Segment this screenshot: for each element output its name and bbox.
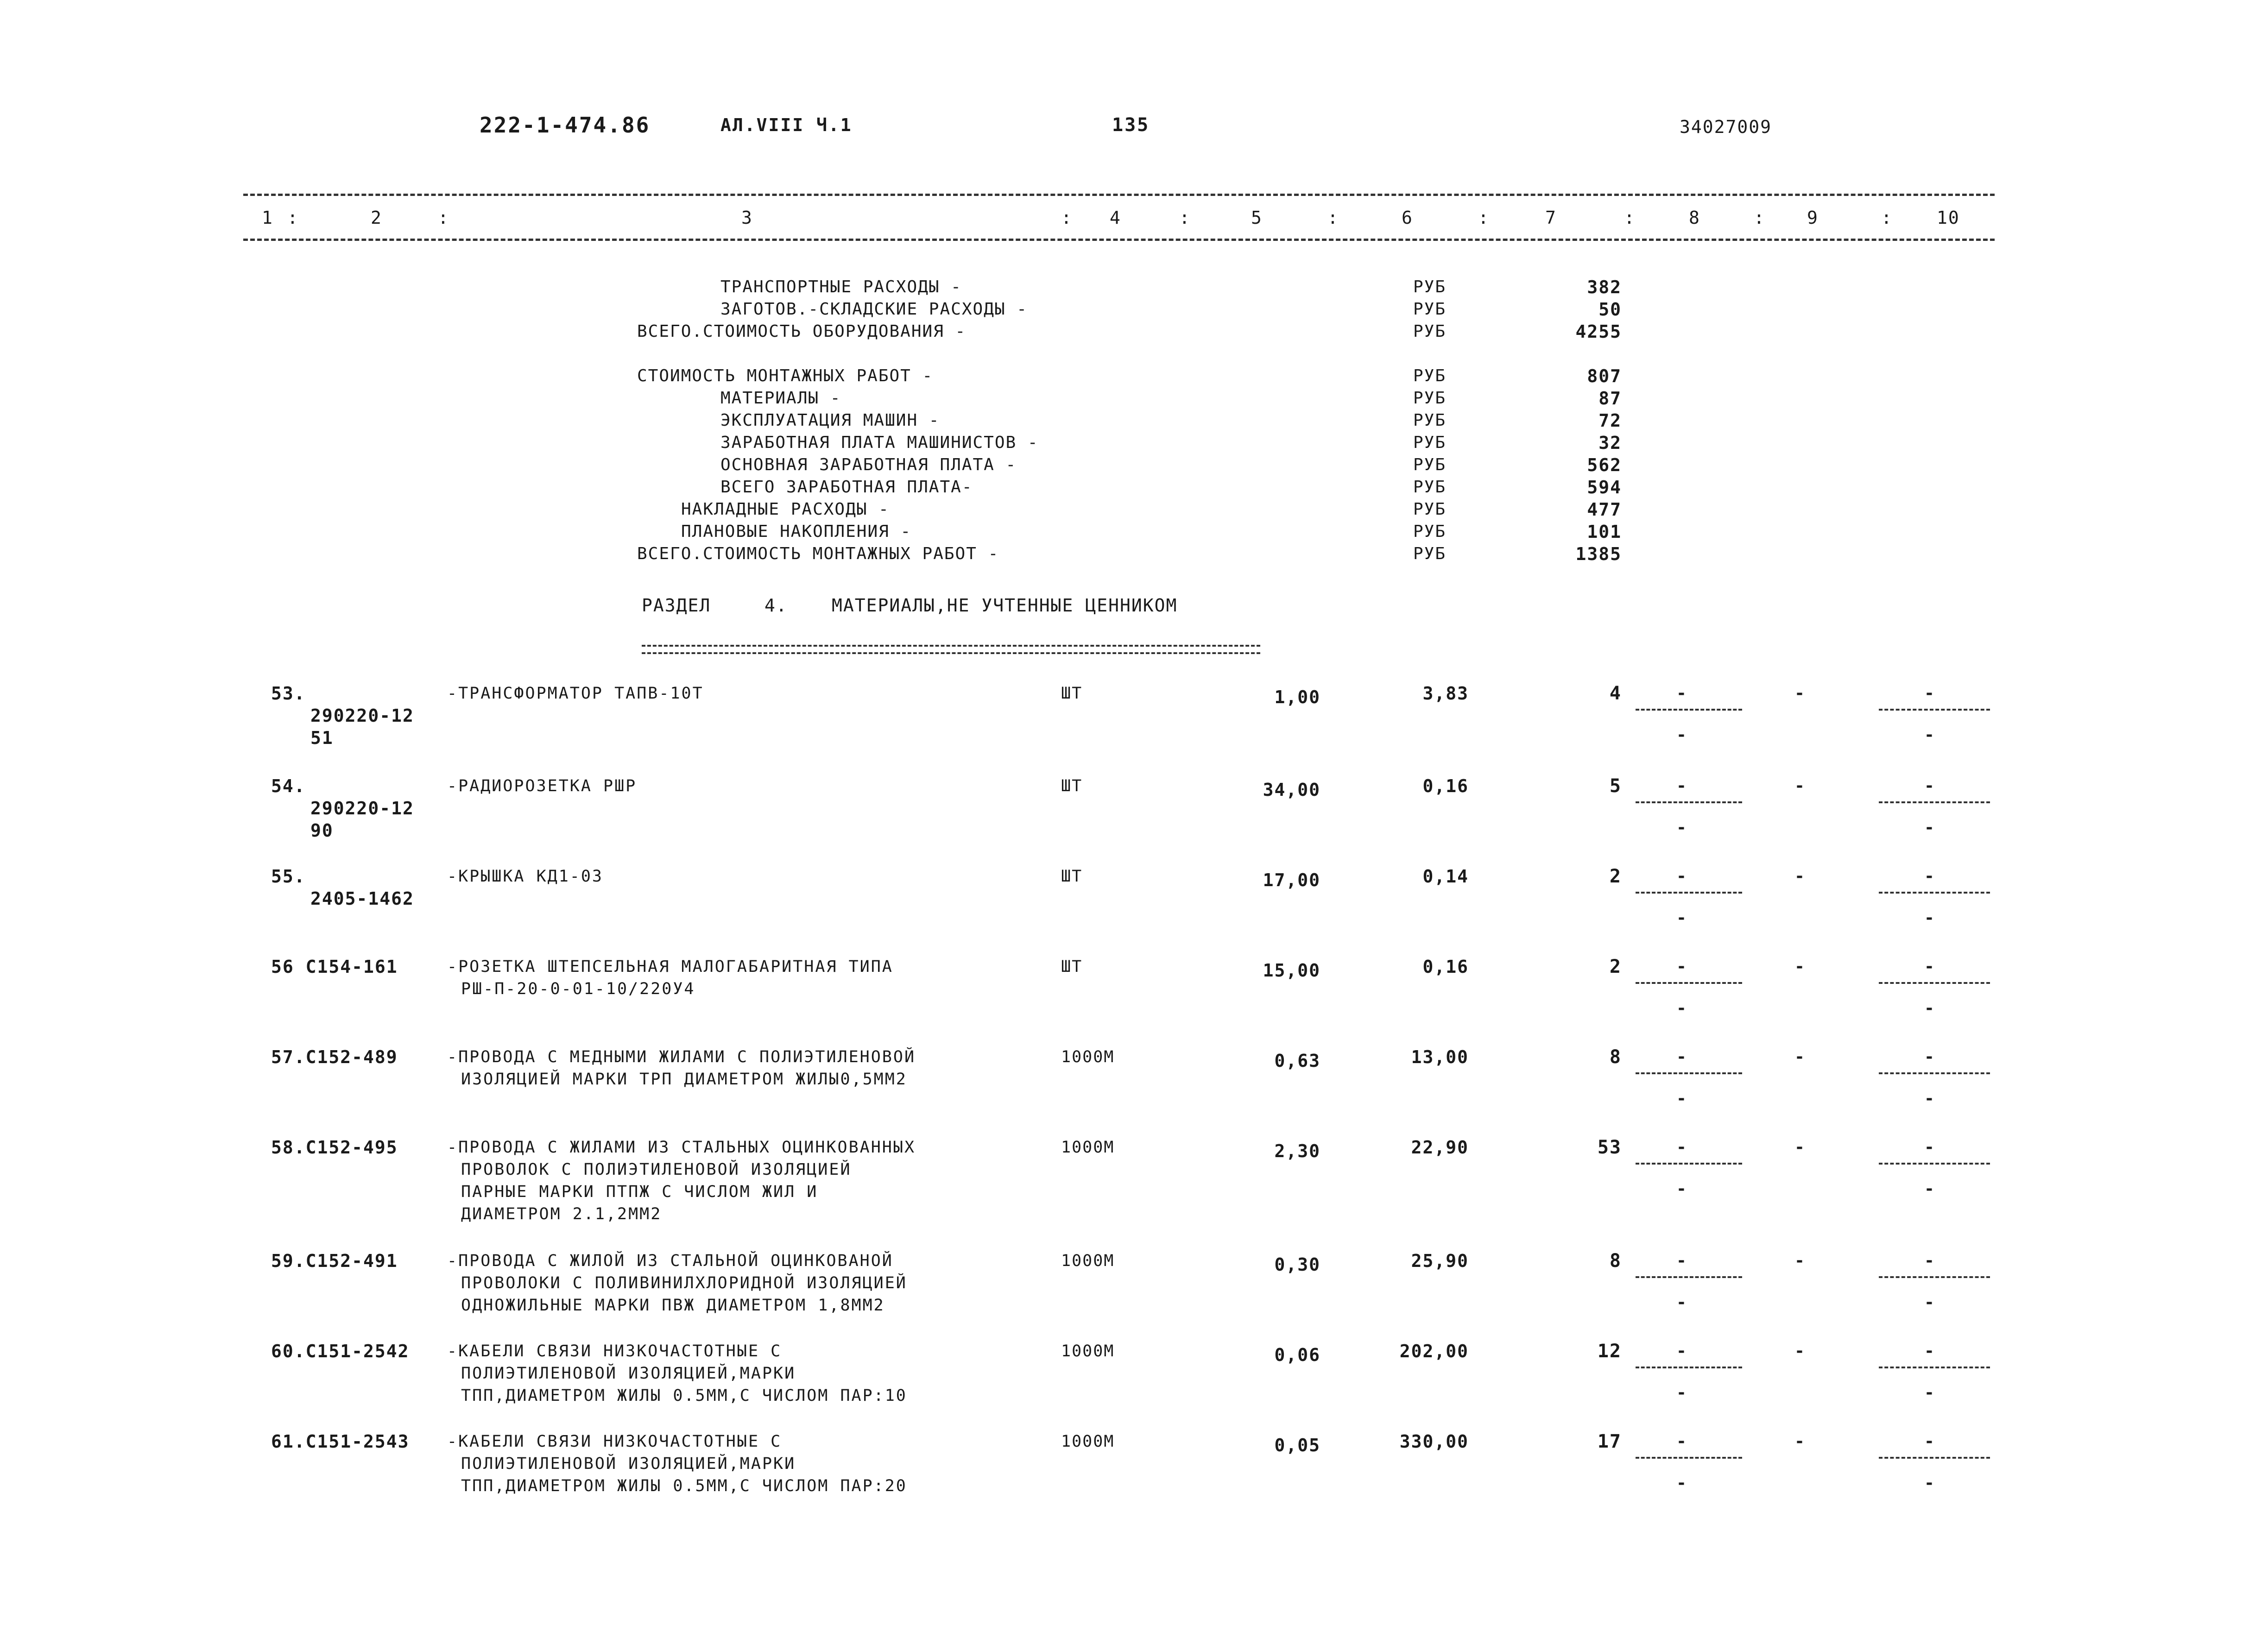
row-quantity: 0,63 xyxy=(1274,1051,1320,1071)
summary-value: 72 xyxy=(1598,410,1622,431)
col10-dash-bottom: - xyxy=(1924,908,1935,927)
col8-dash-bottom: - xyxy=(1676,818,1687,837)
summary-unit: РУБ xyxy=(1413,544,1447,563)
row-unit: 1000М xyxy=(1061,1048,1115,1066)
row-description: -РАДИОРОЗЕТКА РШР xyxy=(447,777,637,795)
col9-dash: - xyxy=(1794,684,1806,703)
row-unit: 1000М xyxy=(1061,1432,1115,1451)
summary-unit: РУБ xyxy=(1413,433,1447,452)
col10-dash-top: - xyxy=(1924,957,1935,976)
col10-dash-top: - xyxy=(1924,684,1935,703)
row-description: ИЗОЛЯЦИЕЙ МАРКИ ТРП ДИАМЕТРОМ ЖИЛЫ0,5ММ2 xyxy=(461,1070,907,1089)
section-label: РАЗДЕЛ xyxy=(642,595,711,616)
row-description: ПОЛИЭТИЛЕНОВОЙ ИЗОЛЯЦИЕЙ,МАРКИ xyxy=(461,1455,796,1473)
header-top-rule xyxy=(243,194,1995,196)
col10-dash-bottom: - xyxy=(1924,1383,1935,1402)
col10-dash-bottom: - xyxy=(1924,818,1935,837)
row-code: 53. xyxy=(271,683,306,704)
summary-unit: РУБ xyxy=(1413,300,1447,319)
col9-dash: - xyxy=(1794,1432,1806,1451)
summary-value: 562 xyxy=(1587,455,1622,475)
doc-code: 222-1-474.86 xyxy=(480,113,651,138)
row-unit: ШТ xyxy=(1061,957,1083,976)
col9-dash: - xyxy=(1794,867,1806,886)
row-code: 90 xyxy=(310,820,334,841)
row-description: -РОЗЕТКА ШТЕПСЕЛЬНАЯ МАЛОГАБАРИТНАЯ ТИПА xyxy=(447,957,893,976)
col8-dash-bottom: - xyxy=(1676,1089,1687,1108)
column-separator: : xyxy=(438,208,449,228)
row-unit-price: 13,00 xyxy=(1411,1047,1469,1067)
row-unit-price: 202,00 xyxy=(1399,1341,1469,1361)
col10-dash-top: - xyxy=(1924,1432,1935,1451)
col8-rule xyxy=(1636,1276,1742,1278)
column-separator: : xyxy=(1179,208,1191,228)
column-header-10: 10 xyxy=(1937,208,1960,228)
row-code: 290220-12 xyxy=(310,705,414,726)
column-separator: : xyxy=(1061,208,1073,228)
row-total: 5 xyxy=(1609,775,1622,797)
summary-unit: РУБ xyxy=(1413,322,1447,341)
col10-rule xyxy=(1879,982,1990,984)
col10-rule xyxy=(1879,1367,1990,1368)
row-description: ПРОВОЛОК С ПОЛИЭТИЛЕНОВОЙ ИЗОЛЯЦИЕЙ xyxy=(461,1160,852,1179)
column-header-5: 5 xyxy=(1251,208,1263,228)
row-description: РШ-П-20-0-01-10/220У4 xyxy=(461,980,695,998)
row-code: 2405-1462 xyxy=(310,888,414,909)
summary-value: 4255 xyxy=(1575,321,1622,342)
summary-value: 477 xyxy=(1587,499,1622,520)
col8-dash-bottom: - xyxy=(1676,999,1687,1018)
summary-unit: РУБ xyxy=(1413,500,1447,519)
col9-dash: - xyxy=(1794,1047,1806,1066)
summary-value: 101 xyxy=(1587,522,1622,542)
col10-dash-bottom: - xyxy=(1924,1293,1935,1312)
col8-dash-top: - xyxy=(1676,1432,1687,1451)
row-total: 4 xyxy=(1609,683,1622,704)
col8-dash-bottom: - xyxy=(1676,908,1687,927)
summary-unit: РУБ xyxy=(1413,522,1447,541)
row-unit-price: 0,14 xyxy=(1422,866,1469,887)
summary-label: ЭКСПЛУАТАЦИЯ МАШИН - xyxy=(720,411,940,430)
col8-rule xyxy=(1636,1072,1742,1074)
row-unit: 1000М xyxy=(1061,1342,1115,1360)
column-separator: : xyxy=(1327,208,1339,228)
summary-value: 87 xyxy=(1598,388,1622,409)
row-code: 59.С152-491 xyxy=(271,1251,398,1271)
summary-label: МАТЕРИАЛЫ - xyxy=(720,389,841,408)
row-description: -КАБЕЛИ СВЯЗИ НИЗКОЧАСТОТНЫЕ С xyxy=(447,1432,782,1451)
col8-rule xyxy=(1636,892,1742,894)
row-unit-price: 22,90 xyxy=(1411,1137,1469,1158)
col10-rule xyxy=(1879,801,1990,803)
summary-label: ВСЕГО.СТОИМОСТЬ ОБОРУДОВАНИЯ - xyxy=(637,322,967,341)
col8-dash-bottom: - xyxy=(1676,1179,1687,1198)
col8-dash-top: - xyxy=(1676,957,1687,976)
row-description: -КРЫШКА КД1-03 xyxy=(447,867,604,886)
col10-dash-bottom: - xyxy=(1924,999,1935,1018)
row-code: 51 xyxy=(310,728,334,748)
summary-label: ЗАГОТОВ.-СКЛАДСКИЕ РАСХОДЫ - xyxy=(720,300,1028,319)
col8-dash-top: - xyxy=(1676,1251,1687,1270)
col10-rule xyxy=(1879,1457,1990,1459)
row-total: 2 xyxy=(1609,866,1622,887)
header-bottom-rule xyxy=(243,239,1995,241)
col8-rule xyxy=(1636,1457,1742,1459)
row-quantity: 0,06 xyxy=(1274,1345,1320,1365)
summary-label: НАКЛАДНЫЕ РАСХОДЫ - xyxy=(681,500,890,519)
row-quantity: 0,30 xyxy=(1274,1254,1320,1275)
col10-rule xyxy=(1879,1163,1990,1165)
col10-dash-top: - xyxy=(1924,1342,1935,1360)
summary-value: 1385 xyxy=(1575,544,1622,564)
row-quantity: 2,30 xyxy=(1274,1141,1320,1161)
summary-unit: РУБ xyxy=(1413,277,1447,296)
summary-label: ПЛАНОВЫЕ НАКОПЛЕНИЯ - xyxy=(681,522,912,541)
album-label: АЛ.VIII Ч.1 xyxy=(720,115,853,135)
summary-unit: РУБ xyxy=(1413,389,1447,408)
row-unit: ШТ xyxy=(1061,684,1083,703)
col10-dash-bottom: - xyxy=(1924,725,1935,744)
column-separator: : xyxy=(1624,208,1636,228)
summary-value: 594 xyxy=(1587,477,1622,498)
col8-rule xyxy=(1636,709,1742,711)
row-quantity: 34,00 xyxy=(1263,780,1320,800)
col10-rule xyxy=(1879,1276,1990,1278)
row-total: 12 xyxy=(1597,1341,1622,1362)
column-separator: : xyxy=(1478,208,1490,228)
col10-dash-top: - xyxy=(1924,1251,1935,1270)
row-description: ПРОВОЛОКИ С ПОЛИВИНИЛХЛОРИДНОЙ ИЗОЛЯЦИЕЙ xyxy=(461,1274,907,1292)
row-code: 60.С151-2542 xyxy=(271,1341,410,1361)
column-header-7: 7 xyxy=(1545,208,1557,228)
col10-rule xyxy=(1879,709,1990,711)
col8-dash-top: - xyxy=(1676,1138,1687,1157)
row-unit: ШТ xyxy=(1061,867,1083,886)
summary-label: ОСНОВНАЯ ЗАРАБОТНАЯ ПЛАТА - xyxy=(720,455,1017,474)
summary-label: ВСЕГО ЗАРАБОТНАЯ ПЛАТА- xyxy=(720,478,973,497)
column-separator: : xyxy=(1881,208,1893,228)
col10-dash-top: - xyxy=(1924,776,1935,795)
col9-dash: - xyxy=(1794,1342,1806,1360)
summary-label: ТРАНСПОРТНЫЕ РАСХОДЫ - xyxy=(720,277,962,296)
column-header-2: 2 xyxy=(371,208,382,228)
row-code: 58.С152-495 xyxy=(271,1137,398,1158)
summary-unit: РУБ xyxy=(1413,411,1447,430)
col8-dash-bottom: - xyxy=(1676,1383,1687,1402)
row-description: ПАРНЫЕ МАРКИ ПТПЖ С ЧИСЛОМ ЖИЛ И xyxy=(461,1183,818,1201)
row-description: ТПП,ДИАМЕТРОМ ЖИЛЫ 0.5ММ,С ЧИСЛОМ ПАР:20 xyxy=(461,1477,907,1495)
col9-dash: - xyxy=(1794,957,1806,976)
row-description: ТПП,ДИАМЕТРОМ ЖИЛЫ 0.5ММ,С ЧИСЛОМ ПАР:10 xyxy=(461,1386,907,1405)
page-number: 135 xyxy=(1112,114,1150,136)
col9-dash: - xyxy=(1794,1138,1806,1157)
col10-dash-bottom: - xyxy=(1924,1089,1935,1108)
summary-unit: РУБ xyxy=(1413,478,1447,497)
col8-dash-top: - xyxy=(1676,684,1687,703)
row-unit-price: 3,83 xyxy=(1422,683,1469,704)
row-quantity: 17,00 xyxy=(1263,870,1320,890)
row-unit-price: 0,16 xyxy=(1422,776,1469,796)
summary-label: ЗАРАБОТНАЯ ПЛАТА МАШИНИСТОВ - xyxy=(720,433,1039,452)
col8-rule xyxy=(1636,801,1742,803)
col8-rule xyxy=(1636,1163,1742,1165)
row-total: 17 xyxy=(1597,1431,1622,1452)
col8-dash-top: - xyxy=(1676,867,1687,886)
summary-label: СТОИМОСТЬ МОНТАЖНЫХ РАБОТ - xyxy=(637,366,934,385)
row-code: 61.С151-2543 xyxy=(271,1431,410,1452)
summary-unit: РУБ xyxy=(1413,455,1447,474)
row-description: ПОЛИЭТИЛЕНОВОЙ ИЗОЛЯЦИЕЙ,МАРКИ xyxy=(461,1364,796,1383)
row-description: -ПРОВОДА С ЖИЛОЙ ИЗ СТАЛЬНОЙ ОЦИНКОВАНОЙ xyxy=(447,1252,893,1270)
row-code: 55. xyxy=(271,866,306,887)
summary-label: ВСЕГО.СТОИМОСТЬ МОНТАЖНЫХ РАБОТ - xyxy=(637,544,999,563)
row-description: ОДНОЖИЛЬНЫЕ МАРКИ ПВЖ ДИАМЕТРОМ 1,8ММ2 xyxy=(461,1296,885,1315)
section-underline xyxy=(642,645,1260,654)
row-quantity: 15,00 xyxy=(1263,960,1320,981)
column-header-6: 6 xyxy=(1402,208,1413,228)
summary-value: 807 xyxy=(1587,366,1622,386)
col8-dash-top: - xyxy=(1676,1342,1687,1360)
section-number: 4. xyxy=(764,595,788,616)
row-unit: 1000М xyxy=(1061,1138,1115,1157)
row-unit: ШТ xyxy=(1061,777,1083,795)
col10-dash-top: - xyxy=(1924,867,1935,886)
row-unit-price: 0,16 xyxy=(1422,957,1469,977)
row-total: 8 xyxy=(1609,1250,1622,1272)
column-separator: : xyxy=(287,208,299,228)
col8-dash-bottom: - xyxy=(1676,725,1687,744)
col10-dash-bottom: - xyxy=(1924,1179,1935,1198)
col8-rule xyxy=(1636,982,1742,984)
col8-rule xyxy=(1636,1367,1742,1368)
summary-value: 50 xyxy=(1598,299,1622,320)
col10-rule xyxy=(1879,1072,1990,1074)
inventory-number: 34027009 xyxy=(1680,117,1772,137)
column-separator: : xyxy=(1754,208,1765,228)
row-unit-price: 330,00 xyxy=(1399,1431,1469,1452)
summary-value: 32 xyxy=(1598,433,1622,453)
row-code: 57.С152-489 xyxy=(271,1047,398,1067)
column-header-8: 8 xyxy=(1689,208,1700,228)
col9-dash: - xyxy=(1794,1251,1806,1270)
row-code: 56 С154-161 xyxy=(271,957,398,977)
row-description: -ПРОВОДА С ЖИЛАМИ ИЗ СТАЛЬНЫХ ОЦИНКОВАННЫХ xyxy=(447,1138,916,1157)
col9-dash: - xyxy=(1794,776,1806,795)
column-header-9: 9 xyxy=(1807,208,1819,228)
row-description: -КАБЕЛИ СВЯЗИ НИЗКОЧАСТОТНЫЕ С xyxy=(447,1342,782,1360)
col8-dash-bottom: - xyxy=(1676,1474,1687,1493)
summary-value: 382 xyxy=(1587,277,1622,297)
row-description: ДИАМЕТРОМ 2.1,2ММ2 xyxy=(461,1205,662,1223)
section-title: МАТЕРИАЛЫ,НЕ УЧТЕННЫЕ ЦЕННИКОМ xyxy=(832,595,1178,616)
col10-dash-top: - xyxy=(1924,1138,1935,1157)
row-total: 53 xyxy=(1597,1137,1622,1158)
row-unit-price: 25,90 xyxy=(1411,1251,1469,1271)
summary-unit: РУБ xyxy=(1413,366,1447,385)
row-quantity: 1,00 xyxy=(1274,687,1320,707)
row-unit: 1000М xyxy=(1061,1252,1115,1270)
col10-dash-bottom: - xyxy=(1924,1474,1935,1493)
row-quantity: 0,05 xyxy=(1274,1435,1320,1455)
col10-dash-top: - xyxy=(1924,1047,1935,1066)
row-total: 2 xyxy=(1609,956,1622,977)
row-description: -ПРОВОДА С МЕДНЫМИ ЖИЛАМИ С ПОЛИЭТИЛЕНОВОЙ xyxy=(447,1048,916,1066)
column-header-4: 4 xyxy=(1110,208,1121,228)
row-total: 8 xyxy=(1609,1046,1622,1068)
column-header-3: 3 xyxy=(741,208,753,228)
col8-dash-bottom: - xyxy=(1676,1293,1687,1312)
col8-dash-top: - xyxy=(1676,776,1687,795)
row-code: 54. xyxy=(271,776,306,796)
row-code: 290220-12 xyxy=(310,798,414,819)
row-description: -ТРАНСФОРМАТОР ТАПВ-10Т xyxy=(447,684,704,703)
col10-rule xyxy=(1879,892,1990,894)
col8-dash-top: - xyxy=(1676,1047,1687,1066)
column-header-1: 1 xyxy=(262,208,273,228)
